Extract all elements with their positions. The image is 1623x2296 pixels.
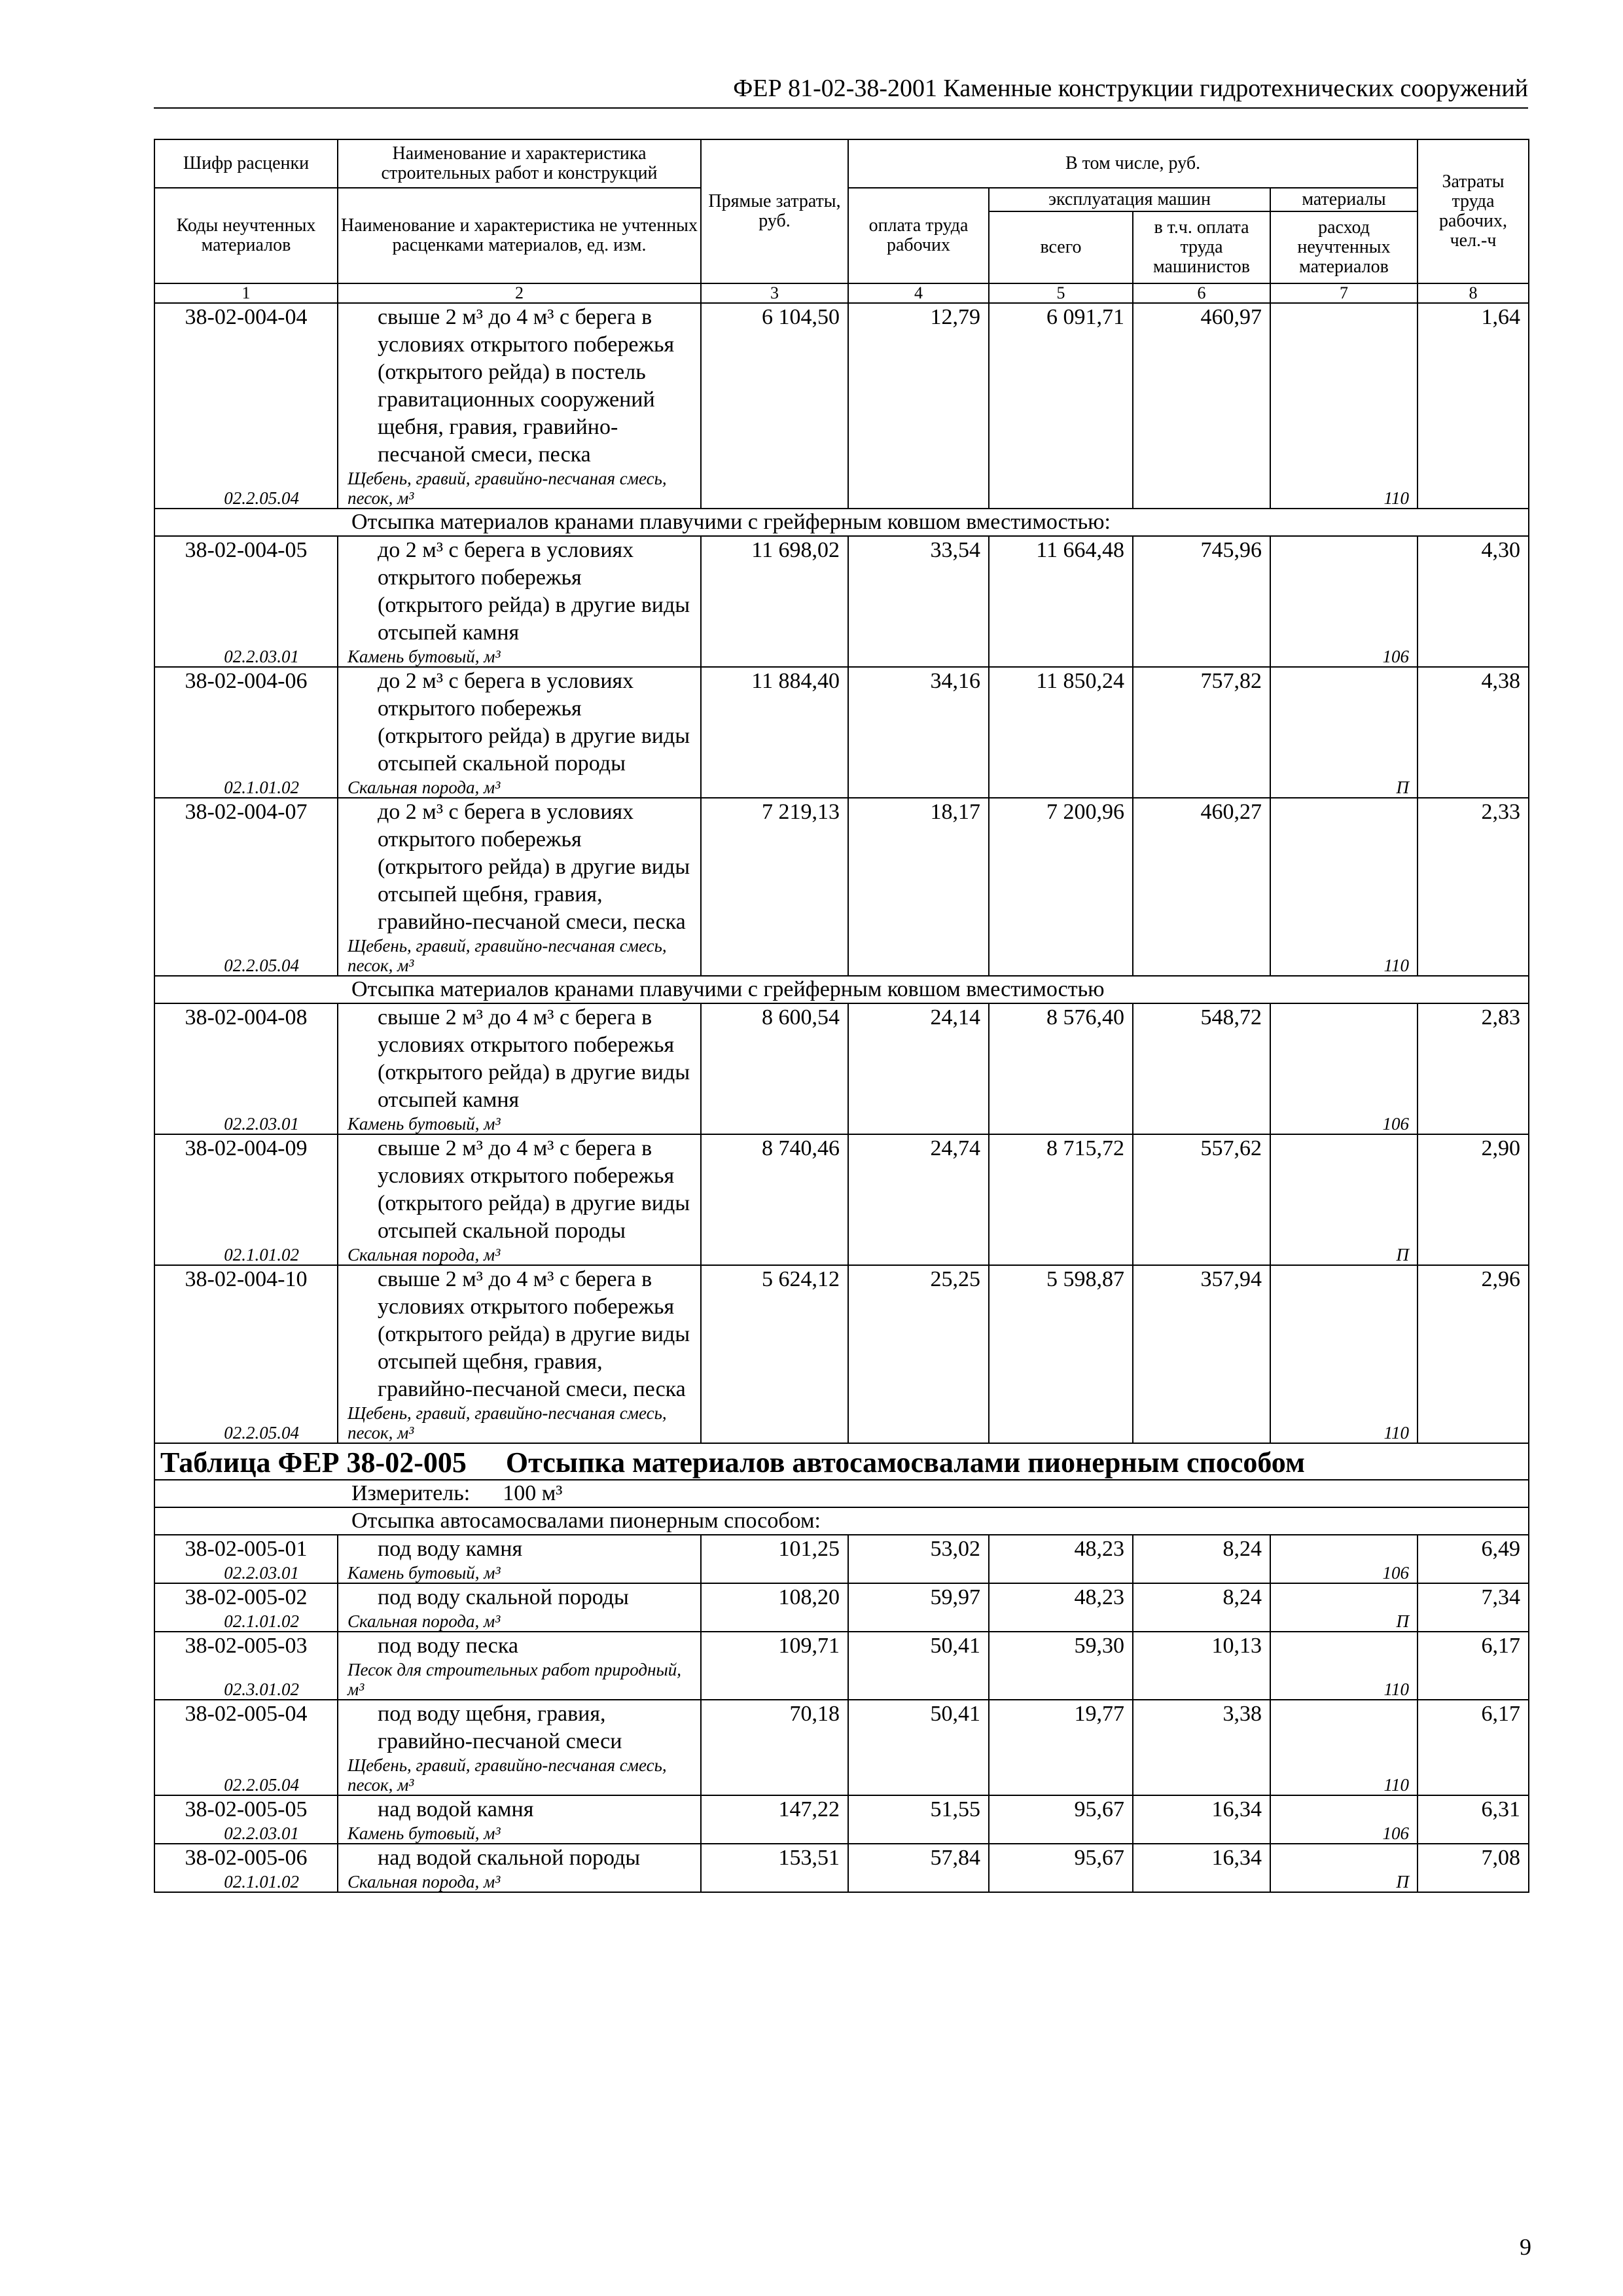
section-heading: Отсыпка материалов кранами плавучими с грейферным ковшом вместимостью: [154, 509, 1529, 536]
material-consumption: 106 [1270, 1563, 1418, 1583]
col-labor: Затраты труда рабочих, чел.-ч [1418, 139, 1529, 283]
labor-hours: 7,08 [1418, 1844, 1529, 1872]
labor-pay: 51,55 [848, 1795, 989, 1823]
material-consumption: 106 [1270, 1823, 1418, 1844]
work-name: под воду камня [338, 1535, 701, 1563]
material-code: 02.2.05.04 [154, 1403, 338, 1443]
machines-total: 5 598,87 [989, 1265, 1133, 1403]
col-operators-pay: в т.ч. оплата труда машинистов [1133, 211, 1270, 283]
machines-total: 11 664,48 [989, 536, 1133, 647]
material-code: 02.1.01.02 [154, 1245, 338, 1265]
material-name: Камень бутовый, м³ [338, 1114, 701, 1134]
material-name: Щебень, гравий, гравийно-песчаная смесь, песок, м³ [338, 1403, 701, 1443]
labor-hours: 6,49 [1418, 1535, 1529, 1563]
operators-pay: 357,94 [1133, 1265, 1270, 1403]
work-name: под воду скальной породы [338, 1583, 701, 1611]
rate-code: 38-02-005-01 [154, 1535, 338, 1563]
col-codes: Коды неучтенных материалов [154, 188, 338, 283]
empty-cell [701, 1245, 848, 1265]
labor-hours: 4,30 [1418, 536, 1529, 647]
direct-cost: 6 104,50 [701, 303, 848, 469]
col-number: 7 [1270, 283, 1418, 303]
empty-cell [1418, 647, 1529, 667]
empty-cell [1418, 1755, 1529, 1795]
rate-code: 38-02-004-10 [154, 1265, 338, 1403]
materials-empty [1270, 1265, 1418, 1403]
empty-cell [1133, 1660, 1270, 1700]
operators-pay: 3,38 [1133, 1700, 1270, 1755]
table-row [154, 536, 1529, 647]
rate-code: 38-02-004-06 [154, 667, 338, 778]
material-row [154, 936, 1529, 976]
empty-cell [1133, 1611, 1270, 1632]
table-row [154, 1535, 1529, 1563]
material-row [154, 1755, 1529, 1795]
operators-pay: 557,62 [1133, 1134, 1270, 1245]
material-consumption: 106 [1270, 647, 1418, 667]
material-name: Песок для строительных работ природный, м³ [338, 1660, 701, 1700]
material-name: Скальная порода, м³ [338, 778, 701, 798]
empty-cell [1133, 1114, 1270, 1134]
material-code: 02.1.01.02 [154, 1611, 338, 1632]
labor-hours: 7,34 [1418, 1583, 1529, 1611]
labor-pay: 57,84 [848, 1844, 989, 1872]
direct-cost: 70,18 [701, 1700, 848, 1755]
material-name: Камень бутовый, м³ [338, 647, 701, 667]
operators-pay: 745,96 [1133, 536, 1270, 647]
table-row [154, 1134, 1529, 1245]
rate-code: 38-02-005-06 [154, 1844, 338, 1872]
rate-code: 38-02-005-05 [154, 1795, 338, 1823]
table-row [154, 1795, 1529, 1823]
material-code: 02.2.03.01 [154, 1563, 338, 1583]
table-row [154, 1583, 1529, 1611]
material-consumption: П [1270, 1245, 1418, 1265]
labor-pay: 25,25 [848, 1265, 989, 1403]
direct-cost: 7 219,13 [701, 798, 848, 936]
col-number: 5 [989, 283, 1133, 303]
material-name: Скальная порода, м³ [338, 1872, 701, 1892]
rate-code: 38-02-004-08 [154, 1003, 338, 1114]
empty-cell [701, 1823, 848, 1844]
material-row [154, 778, 1529, 798]
material-consumption: П [1270, 1611, 1418, 1632]
empty-cell [848, 1245, 989, 1265]
material-code: 02.2.05.04 [154, 469, 338, 509]
machines-total: 8 576,40 [989, 1003, 1133, 1114]
materials-empty [1270, 536, 1418, 647]
material-consumption: 110 [1270, 936, 1418, 976]
labor-hours: 2,96 [1418, 1265, 1529, 1403]
empty-cell [989, 1755, 1133, 1795]
labor-pay: 59,97 [848, 1583, 989, 1611]
empty-cell [1418, 469, 1529, 509]
page-number: 9 [1520, 2234, 1531, 2260]
work-name: до 2 м³ с берега в условиях открытого побережья (открытого рейда) в другие виды отсыпей скальной породы [338, 667, 701, 778]
material-consumption: 110 [1270, 1403, 1418, 1443]
table-row [154, 1632, 1529, 1660]
materials-empty [1270, 1795, 1418, 1823]
table-title [154, 1443, 1529, 1480]
col-number: 4 [848, 283, 989, 303]
operators-pay: 460,27 [1133, 798, 1270, 936]
empty-cell [701, 936, 848, 976]
machines-total: 7 200,96 [989, 798, 1133, 936]
col-machines-total: всего [989, 211, 1133, 283]
direct-cost: 11 698,02 [701, 536, 848, 647]
material-consumption: 110 [1270, 1660, 1418, 1700]
empty-cell [701, 1403, 848, 1443]
material-name: Скальная порода, м³ [338, 1245, 701, 1265]
price-table [154, 139, 1529, 1893]
table-row [154, 1700, 1529, 1755]
empty-cell [1418, 1563, 1529, 1583]
empty-cell [701, 1114, 848, 1134]
direct-cost: 108,20 [701, 1583, 848, 1611]
labor-hours: 2,33 [1418, 798, 1529, 936]
empty-cell [989, 1563, 1133, 1583]
materials-empty [1270, 1003, 1418, 1114]
measure-row [154, 1480, 1529, 1507]
labor-hours: 2,83 [1418, 1003, 1529, 1114]
table-row [154, 303, 1529, 469]
material-row [154, 1611, 1529, 1632]
col-machines: эксплуатация машин [989, 188, 1270, 211]
empty-cell [848, 469, 989, 509]
empty-cell [1133, 647, 1270, 667]
rate-code: 38-02-004-09 [154, 1134, 338, 1245]
material-consumption: 110 [1270, 469, 1418, 509]
empty-cell [1418, 1114, 1529, 1134]
work-name: свыше 2 м³ до 4 м³ с берега в условиях открытого побережья (открытого рейда) в другие виды отсыпей скальной породы [338, 1134, 701, 1245]
labor-hours: 6,17 [1418, 1700, 1529, 1755]
measure-label: Измеритель: [351, 1481, 471, 1505]
page-header-title: ФЕР 81-02-38-2001 Каменные конструкции гидротехнических сооружений [733, 75, 1528, 102]
col-labor-pay: оплата труда рабочих [848, 188, 989, 283]
machines-total: 95,67 [989, 1795, 1133, 1823]
material-row [154, 1872, 1529, 1892]
direct-cost: 101,25 [701, 1535, 848, 1563]
material-row [154, 469, 1529, 509]
empty-cell [848, 936, 989, 976]
labor-pay: 34,16 [848, 667, 989, 778]
material-row [154, 1823, 1529, 1844]
labor-hours: 6,17 [1418, 1632, 1529, 1660]
empty-cell [848, 1823, 989, 1844]
col-number: 6 [1133, 283, 1270, 303]
empty-cell [1133, 1563, 1270, 1583]
empty-cell [989, 1660, 1133, 1700]
empty-cell [989, 1611, 1133, 1632]
empty-cell [848, 1403, 989, 1443]
material-row [154, 647, 1529, 667]
machines-total: 19,77 [989, 1700, 1133, 1755]
empty-cell [848, 1872, 989, 1892]
header-divider [154, 107, 1528, 109]
empty-cell [989, 469, 1133, 509]
material-row [154, 1245, 1529, 1265]
empty-cell [989, 778, 1133, 798]
empty-cell [701, 1755, 848, 1795]
material-name: Щебень, гравий, гравийно-песчаная смесь, песок, м³ [338, 1755, 701, 1795]
work-name: свыше 2 м³ до 4 м³ с берега в условиях открытого побережья (открытого рейда) в другие виды отсыпей щебня, гравия, гравийно-песчаной смеси, песка [338, 1265, 701, 1403]
rate-code: 38-02-005-04 [154, 1700, 338, 1755]
materials-empty [1270, 1583, 1418, 1611]
direct-cost: 147,22 [701, 1795, 848, 1823]
empty-cell [989, 1872, 1133, 1892]
materials-empty [1270, 1844, 1418, 1872]
material-code: 02.2.05.04 [154, 936, 338, 976]
empty-cell [848, 1611, 989, 1632]
empty-cell [701, 1660, 848, 1700]
operators-pay: 8,24 [1133, 1583, 1270, 1611]
operators-pay: 16,34 [1133, 1795, 1270, 1823]
table-row [154, 1003, 1529, 1114]
labor-pay: 24,74 [848, 1134, 989, 1245]
empty-cell [1133, 936, 1270, 976]
material-row [154, 1114, 1529, 1134]
machines-total: 59,30 [989, 1632, 1133, 1660]
material-code: 02.1.01.02 [154, 778, 338, 798]
col-direct: Прямые затраты, руб. [701, 139, 848, 283]
materials-empty [1270, 798, 1418, 936]
work-name: свыше 2 м³ до 4 м³ с берега в условиях открытого побережья (открытого рейда) в постель гравитационных сооружений щебня, гравия, гравийно-песчаной смеси, песка [338, 303, 701, 469]
work-name: свыше 2 м³ до 4 м³ с берега в условиях открытого побережья (открытого рейда) в другие виды отсыпей камня [338, 1003, 701, 1114]
work-name: до 2 м³ с берега в условиях открытого побережья (открытого рейда) в другие виды отсыпей камня [338, 536, 701, 647]
material-name: Скальная порода, м³ [338, 1611, 701, 1632]
operators-pay: 8,24 [1133, 1535, 1270, 1563]
empty-cell [1418, 1872, 1529, 1892]
empty-cell [1133, 1403, 1270, 1443]
direct-cost: 109,71 [701, 1632, 848, 1660]
empty-cell [848, 1114, 989, 1134]
direct-cost: 11 884,40 [701, 667, 848, 778]
machines-total: 6 091,71 [989, 303, 1133, 469]
empty-cell [701, 1563, 848, 1583]
empty-cell [701, 647, 848, 667]
empty-cell [1418, 1823, 1529, 1844]
rate-code: 38-02-004-05 [154, 536, 338, 647]
material-code: 02.1.01.02 [154, 1872, 338, 1892]
empty-cell [701, 469, 848, 509]
material-consumption: П [1270, 1872, 1418, 1892]
machines-total: 48,23 [989, 1583, 1133, 1611]
labor-hours: 6,31 [1418, 1795, 1529, 1823]
machines-total: 11 850,24 [989, 667, 1133, 778]
empty-cell [1133, 1872, 1270, 1892]
section-heading: Отсыпка материалов кранами плавучими с грейферным ковшом вместимостью [154, 976, 1529, 1003]
measure-value: 100 м³ [503, 1481, 563, 1505]
material-consumption: П [1270, 778, 1418, 798]
empty-cell [1418, 936, 1529, 976]
material-name: Камень бутовый, м³ [338, 1563, 701, 1583]
operators-pay: 757,82 [1133, 667, 1270, 778]
labor-pay: 50,41 [848, 1700, 989, 1755]
col-consumption: расход неучтенных материалов [1270, 211, 1418, 283]
materials-empty [1270, 303, 1418, 469]
direct-cost: 5 624,12 [701, 1265, 848, 1403]
empty-cell [989, 936, 1133, 976]
col-number: 1 [154, 283, 338, 303]
rate-code: 38-02-004-07 [154, 798, 338, 936]
empty-cell [1133, 1755, 1270, 1795]
work-name: над водой камня [338, 1795, 701, 1823]
empty-cell [1418, 778, 1529, 798]
empty-cell [1418, 1660, 1529, 1700]
material-name: Камень бутовый, м³ [338, 1823, 701, 1844]
labor-hours: 1,64 [1418, 303, 1529, 469]
material-consumption: 110 [1270, 1755, 1418, 1795]
work-name: под воду песка [338, 1632, 701, 1660]
rate-code: 38-02-004-04 [154, 303, 338, 469]
empty-cell [1133, 1823, 1270, 1844]
empty-cell [1133, 1245, 1270, 1265]
col-cipher: Шифр расценки [154, 139, 338, 188]
material-name: Щебень, гравий, гравийно-песчаная смесь, песок, м³ [338, 469, 701, 509]
empty-cell [1418, 1611, 1529, 1632]
material-row [154, 1660, 1529, 1700]
labor-pay: 24,14 [848, 1003, 989, 1114]
empty-cell [701, 778, 848, 798]
material-code: 02.3.01.02 [154, 1660, 338, 1700]
material-code: 02.2.03.01 [154, 1114, 338, 1134]
labor-hours: 2,90 [1418, 1134, 1529, 1245]
machines-total: 48,23 [989, 1535, 1133, 1563]
col-number: 8 [1418, 283, 1529, 303]
col-name-top: Наименование и характеристика строительных работ и конструкций [338, 139, 701, 188]
operators-pay: 548,72 [1133, 1003, 1270, 1114]
empty-cell [701, 1872, 848, 1892]
materials-empty [1270, 1134, 1418, 1245]
operators-pay: 10,13 [1133, 1632, 1270, 1660]
col-number: 2 [338, 283, 701, 303]
operators-pay: 16,34 [1133, 1844, 1270, 1872]
col-materials: материалы [1270, 188, 1418, 211]
empty-cell [848, 778, 989, 798]
materials-empty [1270, 1700, 1418, 1755]
table-row [154, 667, 1529, 778]
direct-cost: 153,51 [701, 1844, 848, 1872]
material-row [154, 1403, 1529, 1443]
section-heading: Отсыпка автосамосвалами пионерным способом: [154, 1507, 1529, 1535]
empty-cell [848, 1755, 989, 1795]
labor-pay: 50,41 [848, 1632, 989, 1660]
labor-pay: 18,17 [848, 798, 989, 936]
labor-pay: 12,79 [848, 303, 989, 469]
direct-cost: 8 600,54 [701, 1003, 848, 1114]
table-row [154, 1265, 1529, 1403]
labor-hours: 4,38 [1418, 667, 1529, 778]
rate-code: 38-02-005-02 [154, 1583, 338, 1611]
col-name-bottom: Наименование и характеристика не учтенных расценками материалов, ед. изм. [338, 188, 701, 283]
material-consumption: 106 [1270, 1114, 1418, 1134]
rate-code: 38-02-005-03 [154, 1632, 338, 1660]
empty-cell [701, 1611, 848, 1632]
materials-empty [1270, 1535, 1418, 1563]
material-code: 02.2.05.04 [154, 1755, 338, 1795]
empty-cell [848, 1660, 989, 1700]
empty-cell [1418, 1403, 1529, 1443]
table-label: Таблица ФЕР 38-02-005 [160, 1446, 467, 1479]
work-name: до 2 м³ с берега в условиях открытого побережья (открытого рейда) в другие виды отсыпей щебня, гравия, гравийно-песчаной смеси, песка [338, 798, 701, 936]
work-name: над водой скальной породы [338, 1844, 701, 1872]
empty-cell [989, 1403, 1133, 1443]
empty-cell [989, 1114, 1133, 1134]
material-code: 02.2.03.01 [154, 647, 338, 667]
materials-empty [1270, 1632, 1418, 1660]
table-title-text: Отсыпка материалов автосамосвалами пионерным способом [505, 1446, 1305, 1479]
material-row [154, 1563, 1529, 1583]
machines-total: 95,67 [989, 1844, 1133, 1872]
empty-cell [848, 1563, 989, 1583]
empty-cell [1133, 778, 1270, 798]
materials-empty [1270, 667, 1418, 778]
labor-pay: 33,54 [848, 536, 989, 647]
table-row [154, 798, 1529, 936]
labor-pay: 53,02 [848, 1535, 989, 1563]
col-including: В том числе, руб. [848, 139, 1418, 188]
table-row [154, 1844, 1529, 1872]
empty-cell [848, 647, 989, 667]
empty-cell [989, 647, 1133, 667]
direct-cost: 8 740,46 [701, 1134, 848, 1245]
col-number: 3 [701, 283, 848, 303]
operators-pay: 460,97 [1133, 303, 1270, 469]
work-name: под воду щебня, гравия, гравийно-песчаной смеси [338, 1700, 701, 1755]
material-name: Щебень, гравий, гравийно-песчаная смесь, песок, м³ [338, 936, 701, 976]
empty-cell [1133, 469, 1270, 509]
empty-cell [1418, 1245, 1529, 1265]
material-code: 02.2.03.01 [154, 1823, 338, 1844]
empty-cell [989, 1245, 1133, 1265]
empty-cell [989, 1823, 1133, 1844]
machines-total: 8 715,72 [989, 1134, 1133, 1245]
